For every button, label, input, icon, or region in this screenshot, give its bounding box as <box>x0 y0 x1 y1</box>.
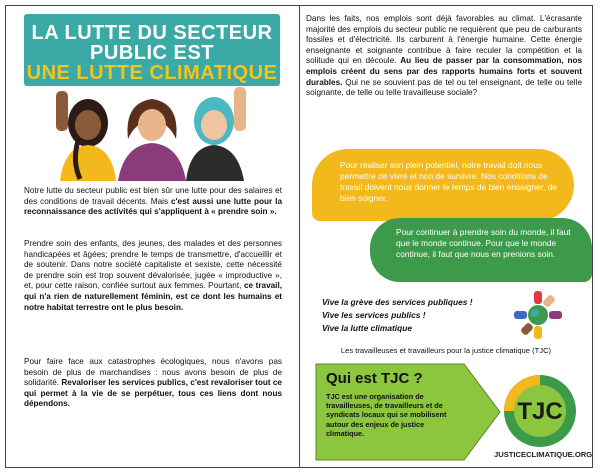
slogans-block <box>322 296 473 335</box>
left-paragraph-3-text: Pour faire face aux catastrophes écologiques, nous n'avons pas besoin de plus de marchandises : nous avons besoin de plus de solidarité. <box>24 357 282 388</box>
left-paragraph-2-text: Prendre soin des enfants, des jeunes, des malades et des personnes handicapées et âgées; prendre le temps de transmettre, d'accueillir et de soutenir. Dans notre société capitaliste et sexiste, cette nécessité de prendre soin est trop souvent dévalorisée, jugée « improductive », et, pour cette raison, confiée surtout aux femmes. Pourtant, <box>24 239 282 291</box>
right-column <box>300 6 592 467</box>
hands-around-earth-icon <box>512 289 564 341</box>
woman-left-figure <box>60 99 116 181</box>
yellow-bubble-text: Pour réaliser son plein potentiel, notre travail doit nous permettre de vivre et non de survivre. Nos conditions de travail doivent nous donner le temps de bien enseigner, de bien soigner. <box>340 160 557 203</box>
left-paragraph-3 <box>24 357 282 410</box>
flyer-sheet <box>5 5 593 468</box>
title-banner <box>24 14 280 86</box>
left-paragraph-2-bold: ce travail, qui n'a rien de naturellement féminin, est ce dont les humains et notre habitat terrestre ont le plus besoin. <box>24 281 282 312</box>
woman-middle-figure <box>118 99 186 181</box>
left-column <box>6 6 299 467</box>
banner-title-line-3: UNE LUTTE CLIMATIQUE <box>26 62 278 84</box>
arrow-description: TJC est une organisation de travailleuses, de travailleurs et de syndicats locaux qui se mobilisent autour des enjeux de justice climatique. <box>326 392 447 438</box>
signoff-line: Les travailleuses et travailleurs pour la justice climatique (TJC) <box>340 346 552 355</box>
right-paragraph-1 <box>306 14 582 99</box>
raised-arm-right <box>234 87 246 131</box>
slogan-1: Vive la grève des services publiques ! <box>322 297 473 307</box>
right-paragraph-1-end: Qui ne se souvient pas de tel ou tel enseignant, de telle ou telle soignante, de telle ou telle travailleuse sociale? <box>306 77 582 98</box>
raised-arm-left <box>56 91 68 131</box>
left-paragraph-1-text: Notre lutte du secteur public est bien sûr une lutte pour des salaires et des conditions de travail décents. Mais <box>24 186 282 206</box>
arrow-title: Qui est TJC ? <box>326 370 423 387</box>
green-speech-bubble <box>370 218 592 282</box>
slogan-3: Vive la lutte climatique <box>322 323 412 333</box>
yellow-speech-bubble <box>312 149 574 221</box>
right-paragraph-1-bold: Au lieu de passer par la consommation, nos emplois créent du sens par des rapports humains forts et souvent durables. <box>306 56 582 87</box>
left-paragraph-1 <box>24 186 282 218</box>
tjc-logo-icon <box>500 369 580 451</box>
slogan-2: Vive les services publics ! <box>322 310 426 320</box>
left-paragraph-2 <box>24 239 282 313</box>
right-paragraph-1-text: Dans les faits, nos emplois sont déjà favorables au climat. L'écrasante majorité des emplois du secteur public ne requièrent que peu de carburants fossiles et d'électricité. Ils carburent à l'énergie humaine. Cette énergie enseignante et soignante contribue à faire reculer la compétition et la solitude qui en découle. <box>306 14 582 66</box>
green-bubble-text: Pour continuer à prendre soin du monde, il faut que le monde continue. Pour que le monde continue, il faut que nous en prenions soin. <box>396 227 571 259</box>
website-url: JUSTICECLIMATIQUE.ORG <box>494 450 593 459</box>
who-is-tjc-arrow-box <box>314 362 502 462</box>
banner-title-line-1: LA LUTTE DU SECTEUR <box>31 22 273 44</box>
three-women-illustration <box>38 81 266 181</box>
banner-title-line-2: PUBLIC EST <box>90 42 214 64</box>
tjc-logo-text: TJC <box>517 398 563 425</box>
left-paragraph-3-bold: Revaloriser les services publics, c'est revaloriser tout ce qui permet à la vie de se perpétuer, tous ces liens dont nous dépendons. <box>24 378 282 409</box>
left-paragraph-1-bold: c'est aussi une lutte pour la reconnaissance des activités qui s'appliquent à « prendre soin ». <box>24 196 282 217</box>
